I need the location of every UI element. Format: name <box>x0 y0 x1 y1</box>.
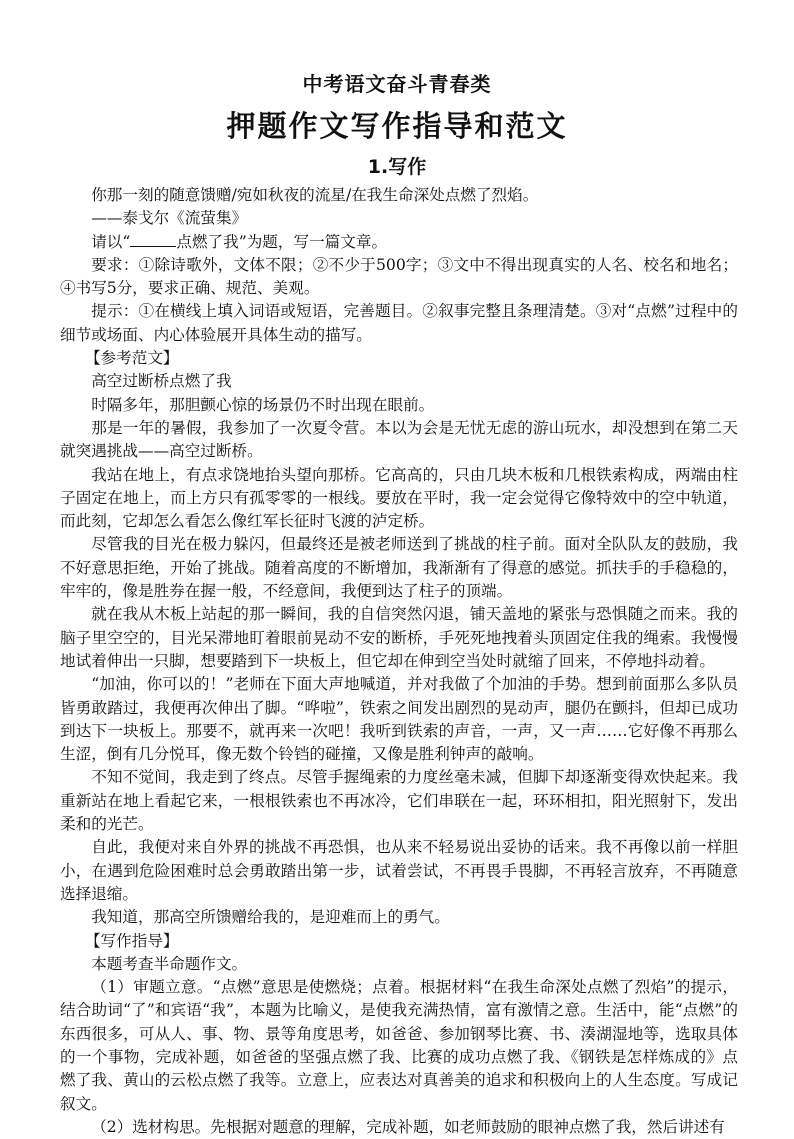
sample-label: 【参考范文】 <box>84 349 179 368</box>
guide-point: （2）选材构思。先根据对题意的理解，完成补题，如老师鼓励的眼神点燃了我，然后讲述有 <box>91 1117 725 1136</box>
guide-point: （1）审题立意。“点燃”意思是使燃烧；点着。根据材料“在我生命深处点燃了烈焰”的提示，结合助词“了”和宾语“我”，本题为比喻义，是使我充满热情，富有激情之意。生活中，能“点燃”的东西很多，可从人、事、物、景等角度思考，如爸爸、参加钢琴比赛、书、湊湖湿地等，选取具体的一个事物，完成补题，如爸爸的坚强点燃了我、比赛的成功点燃了我、《钢铁是怎样炼成的》点燃了我、黄山的云松点燃了我等。立意上，应表达对真善美的追求和积极向上的人生态度。写成记叙文。 <box>60 978 738 1113</box>
prompt-source: ——泰戈尔《流萤集》 <box>91 209 248 228</box>
instruction-after: 点燃了我”为题，写一篇文章。 <box>176 232 388 251</box>
sample-paragraph: 就在我从木板上站起的那一瞬间，我的自信突然闪退，铺天盖地的紧张与恐惧随之而来。我的脑子里空空的，目光呆滞地盯着眼前晃动不安的断桥，手死死地拽着头顶固定住我的绳索。我慢慢地试着伸出一只脚，想要踏到下一块板上，但它却在伸到空当处时就缩了回来，不停地抖动着。 <box>60 605 738 670</box>
section-heading: 1.写作 <box>367 156 427 178</box>
prompt-hints: 提示：①在横线上填入词语或短语，完善题目。②叙事完整且条理清楚。③对“点燃”过程中的细节或场面、内心体验展开具体生动的描写。 <box>60 302 738 344</box>
instruction-before: 请以“ <box>91 232 131 251</box>
sample-paragraph: “加油，你可以的！”老师在下面大声地喊道，并对我做了个加油的手势。想到前面那么多队员皆勇敢踏过，我便再次伸出了脚。“哗啦”，铁索之间发出剧烈的晃动声，腿仍在颤抖，但却已成功到达下一块板上。那要不，就再来一次吧！我听到铁索的声音，一声，又一声……它好像不再那么生涩，倒有几分悦耳，像无数个铃铛的碰撞，又像是胜利钟声的敲响。 <box>60 675 738 764</box>
prompt-requirements: 要求：①除诗歌外，文体不限；②不少于500字；③文中不得出现真实的人名、校名和地名；④书写5分，要求正确、规范、美观。 <box>60 255 738 298</box>
sample-paragraph: 尽管我的目光在极力躲闪，但最终还是被老师送到了挑战的柱子前。面对全队队友的鼓励，我不好意思拒绝，开始了挑战。随着高度的不断增加，我渐渐有了得意的感觉。抓扶手的手稳稳的，牢牢的，像是胜券在握一般，不经意间，我便到达了柱子的顶端。 <box>60 535 738 601</box>
guide-label: 【写作指导】 <box>84 931 179 950</box>
prompt-instruction <box>60 231 738 254</box>
page-title: 押题作文写作指导和范文 <box>226 109 568 143</box>
document-body <box>60 184 738 1139</box>
sample-title: 高空过断桥点燃了我 <box>91 372 232 391</box>
sample-paragraph: 那是一年的暑假，我参加了一次夏令营。本以为会是无忧无虑的游山玩水，却没想到在第二天就突遇挑战——高空过断桥。 <box>60 418 738 461</box>
sample-paragraph: 自此，我便对来自外界的挑战不再恐惧，也从来不轻易说出妥协的话来。我不再像以前一样胆小，在遇到危险困难时总会勇敢踏出第一步，试着尝试，不再畏手畏脚，不再轻言放弃，不再随意选择退缩。 <box>60 838 738 903</box>
prompt-quote: 你那一刻的随意馈赠/宛如秋夜的流星/在我生命深处点燃了烈焰。 <box>91 186 539 204</box>
category-heading: 中考语文奋斗青春类 <box>302 72 492 96</box>
sample-paragraph: 时隔多年，那胆颤心惊的场景仍不时出现在眼前。 <box>91 395 435 414</box>
sample-paragraph: 我站在地上，有点求饶地抬头望向那桥。它高高的，只由几块木板和几根铁索构成，两端由柱子固定在地上，而上方只有孤零零的一根线。要放在平时，我一定会觉得它像特效中的空中轨道，而此刻，它却怎么看怎么像红军长征时飞渡的泸定桥。 <box>60 465 738 531</box>
title-blank <box>130 232 176 247</box>
guide-intro: 本题考查半命题作文。 <box>91 954 248 973</box>
sample-paragraph: 不知不觉间，我走到了终点。尽管手握绳索的力度丝毫未减，但脚下却逐渐变得欢快起来。我重新站在地上看起它来，一根根铁索也不再冰冷，它们串联在一起，环环相扣，阳光照射下，发出柔和的光芒。 <box>60 768 738 834</box>
sample-paragraph: 我知道，那高空所馈赠给我的，是迎难而上的勇气。 <box>91 908 450 927</box>
